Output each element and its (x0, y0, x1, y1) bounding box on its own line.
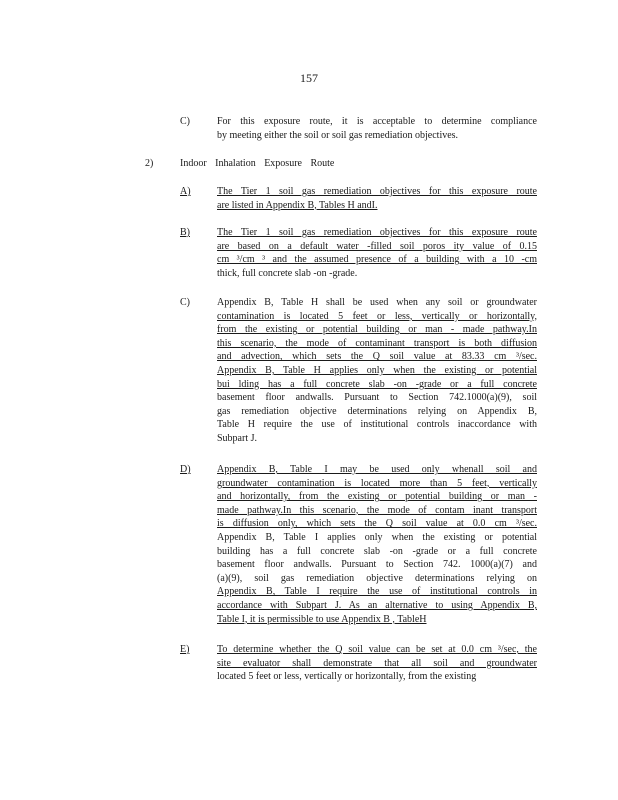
text-line: Appendix B, Table H applies only when the existing or potential (217, 364, 537, 376)
item-c2-body (217, 296, 537, 446)
text-line: The Tier 1 soil gas remediation objectives for this exposure route (217, 186, 537, 197)
item-b-body (217, 226, 537, 280)
section-2-title: Indoor Inhalation Exposure Route (180, 158, 335, 169)
text-line: this scenario, the mode of contaminant transport is both diffusion (217, 337, 537, 349)
text-line: thick, full concrete slab -on -grade. (217, 267, 358, 279)
text-line: Appendix B, Table I require the use of institutional controls in (217, 586, 537, 598)
text-line: basement floor andwalls. Pursuant to Section 742. 1000(a)(7) and (217, 559, 537, 571)
text-line: are listed in Appendix B, Tables H andI. (217, 199, 378, 211)
page-number: 157 (300, 71, 318, 85)
text-line: is diffusion only, which sets the Q soil value at 0.0 cm ³/sec. (217, 518, 537, 530)
text-line: groundwater contamination is located more than 5 feet, vertically (217, 477, 537, 489)
text-line: site evaluator shall demonstrate that all soil and groundwater (217, 657, 537, 669)
text-line: cm ³/cm ³ and the assumed presence of a building with a 10 -cm (217, 254, 537, 266)
text-line: and horizontally, from the existing or potential building or man - (217, 491, 537, 503)
item-e-label: E) (180, 644, 190, 655)
item-a-body (217, 185, 537, 212)
text-line: located 5 feet or less, vertically or horizontally, from the existing (217, 671, 477, 683)
text-line: Appendix B, Table H shall be used when any soil or groundwater (217, 297, 537, 308)
text-line: basement floor andwalls. Pursuant to Section 742.1000(a)(9), soil (217, 392, 537, 404)
text-line: accordance with Subpart J. As an alternative to using Appendix B, (217, 599, 537, 611)
text-line: from the existing or potential building or man - made pathway.In (217, 324, 537, 336)
text-line: made pathway.In this scenario, the mode of contam inant transport (217, 504, 537, 516)
item-b-label: B) (180, 227, 190, 238)
item-d-label: D) (180, 464, 191, 475)
item-e-body (217, 643, 537, 684)
text-line: gas remediation objective determinations relying on Appendix B, (217, 405, 537, 417)
item-a-label: A) (180, 186, 191, 197)
text-line: Appendix B, Table I may be used only whenall soil and (217, 464, 537, 475)
text-line: are based on a default water -filled soil poros ity value of 0.15 (217, 240, 537, 252)
text-line: To determine whether the Q soil value can be set at 0.0 cm ³/sec, the (217, 644, 537, 655)
item-c1-label: C) (180, 116, 190, 127)
text-line: Appendix B, Table I applies only when the existing or potential (217, 531, 537, 543)
item-c1-body (217, 115, 537, 142)
text-line: building has a full concrete slab -on -grade or a full concrete (217, 545, 537, 557)
text-line: The Tier 1 soil gas remediation objectives for this exposure route (217, 227, 537, 238)
text-line: bui lding has a full concrete slab -on -grade or a full concrete (217, 378, 537, 390)
text-line: by meeting either the soil or soil gas remediation objectives. (217, 129, 459, 141)
text-line: Table H require the use of institutional controls inaccordance with (217, 419, 537, 431)
text-line: Subpart J. (217, 432, 257, 444)
text-line: and advection, which sets the Q soil value at 83.33 cm ³/sec. (217, 351, 537, 363)
section-2-number: 2) (145, 158, 154, 169)
item-c2-label: C) (180, 297, 190, 308)
text-line: For this exposure route, it is acceptable to determine compliance (217, 116, 537, 127)
text-line: contamination is located 5 feet or less, vertically or horizontally, (217, 310, 537, 322)
text-line: Table I, it is permissible to use Appendix B , TableH (217, 613, 427, 625)
item-d-body (217, 463, 537, 626)
text-line: (a)(9), soil gas remediation objective determinations relying on (217, 572, 537, 584)
